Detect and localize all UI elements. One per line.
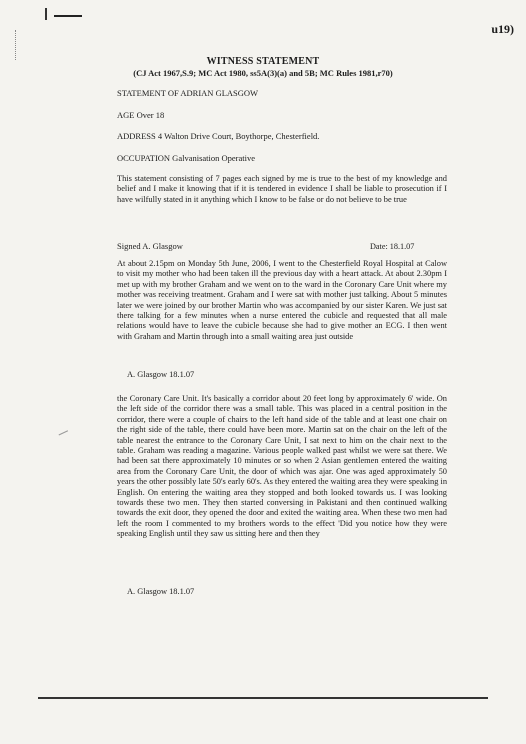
date-line: Date: 18.1.07: [370, 242, 415, 251]
signature-1: A. Glasgow 18.1.07: [127, 370, 195, 379]
document-subtitle: (CJ Act 1967,S.9; MC Act 1980, ss5A(3)(a) and 5B; MC Rules 1981,r70): [133, 68, 393, 78]
statement-paragraph-1: At about 2.15pm on Monday 5th June, 2006, I went to the Chesterfield Royal Hospital at Calow to visit my mother who had been taken ill the previous day with a heart attack. At about 2.30pm I met up with my brother Graham and we went on to the ward in the Coronary Care Unit where my mother was receiving treatment. Graham and I were sat with mother just talking. About 5 minutes later we were joined by our brother Martin who was accompanied by our sister Karen. We just sat there talking for a few minutes when a nurse entered the cubicle and requested that all male relations would have to leave the cubicle because she had to give mother an ECG. I then went with Graham and Martin through into a small waiting area just outside: [117, 259, 447, 341]
occupation-field: OCCUPATION Galvanisation Operative: [117, 153, 256, 163]
statement-paragraph-2: the Coronary Care Unit. It's basically a corridor about 20 feet long by approximately 6' wide. On the left side of the corridor there was a small table. This was placed in a central position in the corridor, there were a couple of chairs to the left hand side of the table and at least one chair on the right side of the table, there could have been more. Martin sat on the chair on the left of the table nearest the entrance to the Coronary Care Unit, I sat next to him on the chair next to the table. Graham was reading a magazine. Various people walked past whilst we were sat there. We had been sat there approximately 10 minutes or so when 2 Asian gentlemen entered the waiting area from the Coronary Care Unit, the door of which was ajar. One was aged approximately 50 years the other possibly late 50's early 60's. As they entered the waiting area they were speaking in English. On entering the waiting area they stopped and both looked towards us. I was looking towards these two men. They then started conversing in Pakistani and then continued walking towards the exit door, they opened the door and exited the waiting area. When these two men had left the room I commented to my brothers words to the effect 'Did you notice how they were speaking English until they saw us sitting here and then they: [117, 394, 448, 539]
declaration-paragraph: This statement consisting of 7 pages each signed by me is true to the best of my knowledge and belief and I make it knowing that if it is tendered in evidence I shall be liable to prosecution if I have wilfully stated in it anything which I know to be false or do not believe to be true: [117, 174, 447, 204]
hole-punch-mark: [54, 15, 82, 17]
page-reference: u19): [491, 22, 514, 36]
document-title: WITNESS STATEMENT: [206, 56, 320, 67]
age-field: AGE Over 18: [117, 110, 165, 120]
address-field: ADDRESS 4 Walton Drive Court, Boythorpe, Chesterfield.: [117, 131, 320, 141]
signature-2: A. Glasgow 18.1.07: [127, 587, 195, 596]
statement-of-field: STATEMENT OF ADRIAN GLASGOW: [117, 88, 259, 98]
signed-line: Signed A. Glasgow: [117, 241, 183, 251]
bottom-rule: [38, 697, 488, 699]
margin-scribble: [59, 430, 72, 442]
margin-tick-mark: [45, 8, 47, 20]
